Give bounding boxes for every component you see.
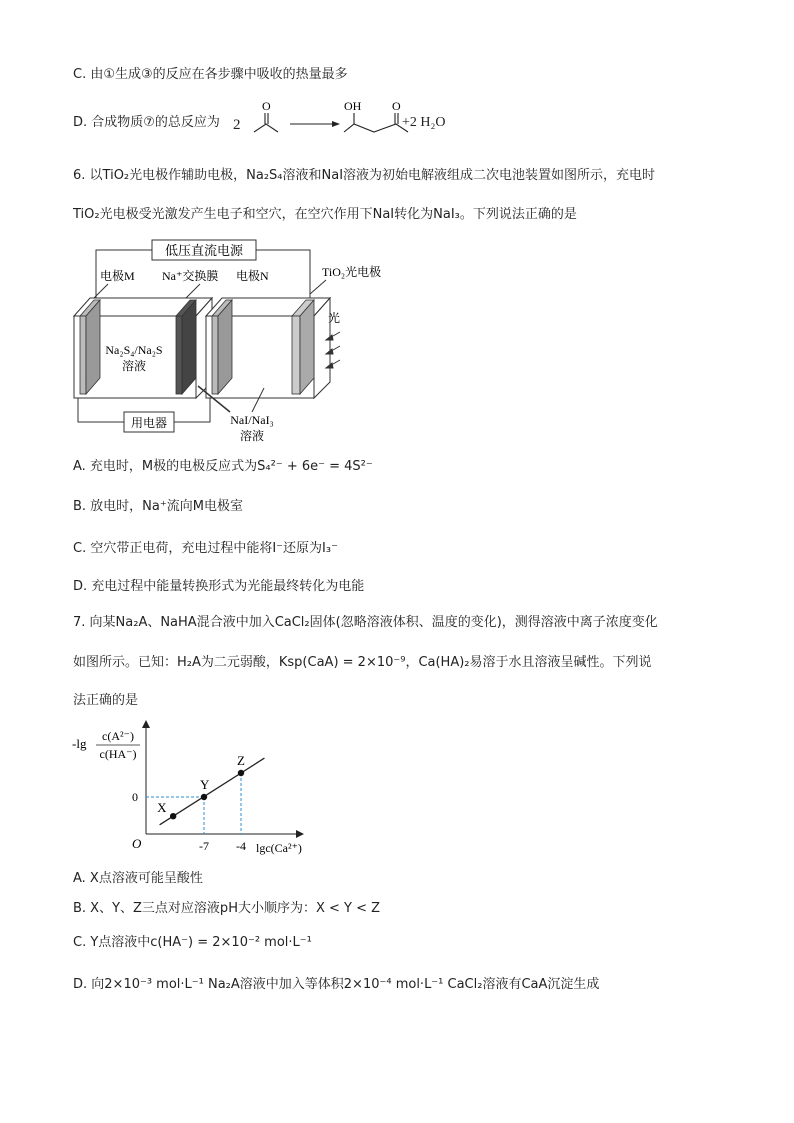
q6-battery-diagram <box>70 236 382 446</box>
tio2-electrode-label: TiO₂光电极 <box>322 265 382 279</box>
q6-option-c: C. 空穴带正电荷，充电过程中能将I⁻还原为I₃⁻ <box>73 541 338 556</box>
x-tick-label: -7 <box>199 839 209 853</box>
x-tick-label: -4 <box>235 839 246 853</box>
y-label-denominator: c(HA⁻) <box>99 747 137 761</box>
tio2-electrode <box>292 316 300 394</box>
power-source-label: 低压直流电源 <box>164 243 244 258</box>
q7-stem-line1: 7. 向某Na₂A、NaHA混合液中加入CaCl₂固体(忽略溶液体积、温度的变化)，测得溶液中离子浓度变化 <box>73 615 658 630</box>
q7-option-d: D. 向2×10⁻³ mol·L⁻¹ Na₂A溶液中加入等体积2×10⁻⁴ mol·L⁻¹ CaCl₂溶液有CaA沉淀生成 <box>73 977 600 992</box>
x-axis-label: lgc(Ca²⁺) <box>256 841 302 855</box>
q6-option-b: B. 放电时，Na⁺流向M电极室 <box>73 499 243 514</box>
left-solution-label2: 溶液 <box>121 359 147 373</box>
q6-stem-line1: 6. 以TiO₂光电极作辅助电极，Na₂S₄溶液和NaI溶液为初始电解液组成二次电池装置如图所示，充电时 <box>73 168 656 183</box>
q7-stem-line2: 如图所示。已知：H₂A为二元弱酸，Ksp(CaA) = 2×10⁻⁹，Ca(HA)₂易溶于水且溶液呈碱性。下列说 <box>73 655 652 670</box>
data-point-y <box>201 794 207 800</box>
q5-option-d-prefix: D. 合成物质⑦的总反应为 <box>73 115 220 130</box>
y-tick-label: 0 <box>132 790 138 804</box>
q5-option-c: C. 由①生成③的反应在各步骤中吸收的热量最多 <box>73 67 348 82</box>
product-hydroxyl: OH <box>344 99 362 113</box>
y-label-numerator: c(A²⁻) <box>102 729 134 743</box>
q6-option-d: D. 充电过程中能量转换形式为光能最终转化为电能 <box>73 579 365 594</box>
electrode-n <box>212 316 218 394</box>
q7-option-c: C. Y点溶液中c(HA⁻) = 2×10⁻² mol·L⁻¹ <box>73 935 312 950</box>
q7-stem-line3: 法正确的是 <box>73 693 139 708</box>
point-label-y: Y <box>200 777 210 792</box>
membrane-label: Na⁺交换膜 <box>162 269 219 283</box>
point-label-x: X <box>157 800 167 816</box>
electrode-m-label: 电极M <box>100 269 135 283</box>
ion-exchange-membrane <box>176 316 182 394</box>
data-point-z <box>238 770 244 776</box>
q7-option-b: B. X、Y、Z三点对应溶液pH大小顺序为：X < Y < Z <box>73 901 381 916</box>
q6-stem-line2: TiO₂光电极受光激发产生电子和空穴，在空穴作用下NaI转化为NaI₃。下列说法正确的是 <box>73 207 577 222</box>
point-label-z: Z <box>236 753 245 768</box>
product-oxygen: O <box>392 99 401 113</box>
right-solution-label2: 溶液 <box>239 429 265 443</box>
acetone-oxygen: O <box>262 99 271 113</box>
electrode-n-label: 电极N <box>236 269 269 283</box>
q6-option-a: A. 充电时，M极的电极反应式为S₄²⁻ + 6e⁻ = 4S²⁻ <box>73 459 373 474</box>
q7-option-a: A. X点溶液可能呈酸性 <box>73 871 203 886</box>
appliance-label: 用电器 <box>130 416 168 430</box>
light-label: 光 <box>328 311 341 325</box>
y-label-prefix: -lg <box>72 736 87 751</box>
q5-option-d-coef: 2 <box>233 117 241 133</box>
data-point-x <box>170 813 176 819</box>
q5-product-water: +2 H₂O <box>402 115 446 130</box>
right-solution-label: NaI/NaI₃ <box>230 413 274 427</box>
left-solution-label: Na₂S₄/Na₂S <box>105 343 163 357</box>
electrode-m <box>80 316 86 394</box>
origin-label: O <box>132 836 142 851</box>
q7-chart <box>70 718 330 862</box>
